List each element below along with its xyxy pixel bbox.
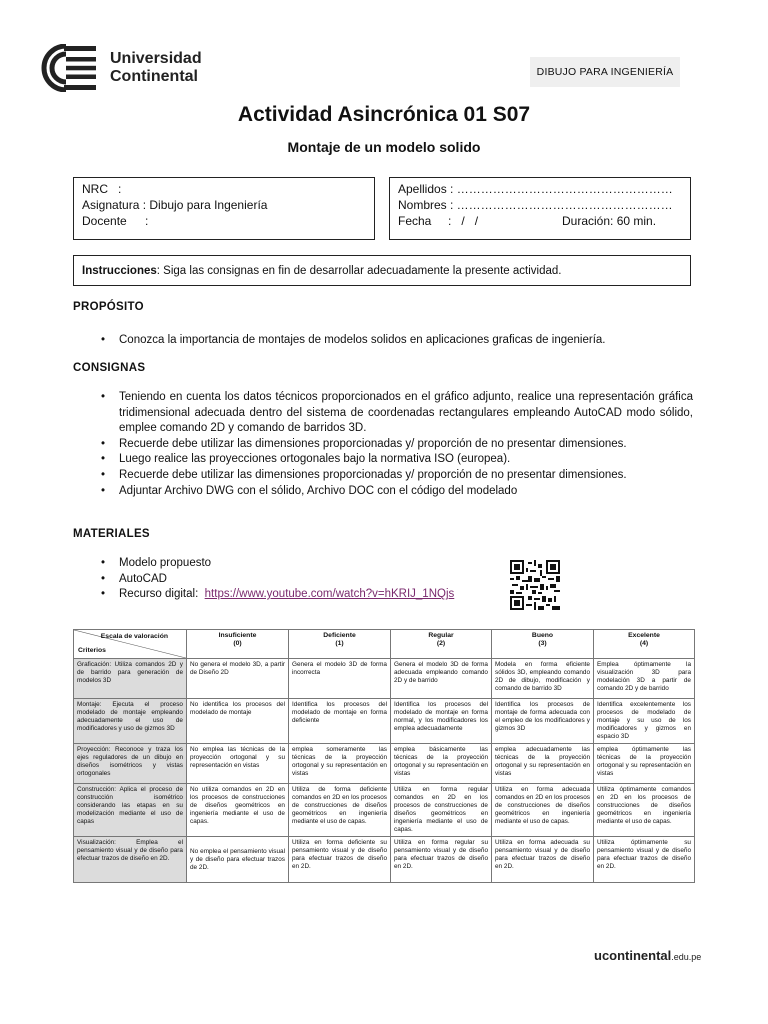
rubric-cell: Utiliza en forma regular comandos en 2D en los procesos de construcciones de diseños geométricos en ingeniería mediante el uso de capas. — [391, 784, 492, 837]
rubric-cell: Genera el modelo 3D de forma incorrecta — [289, 659, 391, 699]
list-item: • Conozca la importancia de montajes de modelos solidos en aplicaciones graficas de ingeniería. — [73, 333, 693, 349]
fecha-label: Fecha : / / — [398, 214, 479, 228]
rubric-cell: No identifica los procesos del modelado de montaje — [187, 699, 289, 744]
rubric-cell: No genera el modelo 3D, a partir de Diseño 2D — [187, 659, 289, 699]
level-header: Excelente (4) — [594, 630, 695, 659]
recurso-label: Recurso digital: — [119, 588, 199, 601]
rubric-cell: Identifica los procesos del modelado de montaje en forma deficiente — [289, 699, 391, 744]
rubric-cell: Utiliza en forma regular su pensamiento visual y de diseño para efectuar trazos de diseño en 2D. — [391, 837, 492, 883]
rubric-header-row — [74, 630, 695, 659]
rubric-cell: Utiliza óptimamente su pensamiento visual y de diseño para efectuar trazos de diseño en 2D. — [594, 837, 695, 883]
proposito-list — [73, 333, 693, 349]
level-header: Insuficiente (0) — [187, 630, 289, 659]
instructions-label: Instrucciones — [82, 264, 157, 277]
docente-separator: : — [145, 214, 149, 228]
course-tag: DIBUJO PARA INGENIERÍA — [530, 57, 680, 87]
list-item: • Recuerde debe utilizar las dimensiones proporcionadas y/ proporción de no presentar dimensiones. — [73, 437, 693, 453]
rubric-cell: No emplea el pensamiento visual y de diseño para efectuar trazos de 2D. — [187, 837, 289, 883]
course-info-box — [73, 177, 375, 240]
list-item: • AutoCAD — [73, 572, 693, 588]
page-title: Actividad Asincrónica 01 S07 — [237, 103, 531, 126]
apellidos-row: Apellidos : ……………………………………………… — [398, 182, 673, 196]
logo-line-2: Continental — [110, 68, 198, 85]
escala-label: Escala de valoración — [100, 633, 168, 640]
rubric-cell: Utiliza en forma deficiente su pensamiento visual y de diseño para efectuar trazos de diseño en 2D. — [289, 837, 391, 883]
rubric-cell: emplea básicamente las técnicas de la proyección ortogonal y su representación en vistas — [391, 744, 492, 784]
consignas-heading: CONSIGNAS — [73, 362, 146, 374]
materiales-list — [73, 556, 693, 603]
rubric-cell: emplea óptimamente las técnicas de la proyección ortogonal y su representación en vistas — [594, 744, 695, 784]
rubric-cell: No utiliza comandos en 2D en los procesos de construcciones de diseños geométricos en ingeniería mediante el uso de capas. — [187, 784, 289, 837]
materiales-heading: MATERIALES — [73, 528, 150, 540]
continental-logo-icon — [36, 44, 98, 92]
table-row — [74, 744, 695, 784]
criterion-cell: Construcción: Aplica el proceso de construcción isométrico considerando las etapas en su modelización mediante el uso de capas — [74, 784, 187, 837]
university-logo — [36, 44, 236, 92]
nrc-separator: : — [118, 182, 122, 196]
list-item — [73, 587, 693, 603]
footer-brand-name: ucontinental — [594, 948, 672, 963]
rubric-cell: Identifica los procesos del modelado de montaje en forma normal, y los modificadores los emplea adecuadamente — [391, 699, 492, 744]
rubric-cell: No emplea las técnicas de la proyección ortogonal y su representación en vistas — [187, 744, 289, 784]
criterios-label: Criterios — [78, 647, 106, 654]
criterion-cell: Graficación: Utiliza comandos 2D y de barrido para generación de modelos 3D — [74, 659, 187, 699]
docente-row — [82, 213, 366, 229]
level-header: Bueno (3) — [492, 630, 594, 659]
table-row — [74, 784, 695, 837]
fecha-row — [398, 213, 682, 229]
rubric-cell: Utiliza de forma deficiente comandos en 2D en los procesos de construcciones de diseños geométricos en ingeniería mediante el uso de capas. — [289, 784, 391, 837]
rubric-corner-cell — [74, 630, 187, 659]
nrc-row — [82, 181, 366, 197]
nrc-label: NRC — [82, 182, 108, 196]
list-item: • Teniendo en cuenta los datos técnicos proporcionados en el gráfico adjunto, realice una representación gráfica tridimensional adecuada dentro del sistema de coordenadas rectangulares empleando AutoCAD modo sólido, emplee comando 2D y comando de barridos 3D. — [73, 390, 693, 437]
rubric-cell: Utiliza en forma adecuada su pensamiento visual y de diseño para efectuar trazos de diseño en 2D. — [492, 837, 594, 883]
proposito-heading: PROPÓSITO — [73, 301, 144, 313]
logo-wordmark — [110, 50, 202, 86]
level-header: Regular (2) — [391, 630, 492, 659]
logo-line-1: Universidad — [110, 50, 202, 67]
list-item: • Modelo propuesto — [73, 556, 693, 572]
page-subtitle: Montaje de un modelo solido — [287, 139, 481, 155]
asignatura-row: Asignatura : Dibujo para Ingeniería — [82, 198, 268, 212]
footer-domain: .edu.pe — [671, 952, 702, 962]
rubric-cell: emplea adecuadamente las técnicas de la proyección ortogonal y su representación en vistas — [492, 744, 594, 784]
table-row — [74, 837, 695, 883]
table-row — [74, 659, 695, 699]
level-header: Deficiente (1) — [289, 630, 391, 659]
footer-brand — [594, 948, 701, 963]
docente-label: Docente — [82, 214, 127, 228]
youtube-link[interactable]: https://www.youtube.com/watch?v=hKRIJ_1NQjs — [204, 588, 455, 601]
instructions-text: : Siga las consignas en fin de desarrollar adecuadamente la presente actividad. — [156, 264, 562, 277]
rubric-cell: emplea someramente las técnicas de la proyección ortogonal y su representación en vistas — [289, 744, 391, 784]
table-row — [74, 699, 695, 744]
criterion-cell: Montaje: Ejecuta el proceso modelado de montaje empleando adecuadamente el uso de modificadores y uso de gizmos 3D — [74, 699, 187, 744]
rubric-cell: Identifica los procesos de montaje de forma adecuada con el empleo de los modificadores y gizmos 3D — [492, 699, 594, 744]
criterion-cell: Proyección: Reconoce y traza los ejes reguladores de un dibujo en diseños isométricos y vistas ortogonales — [74, 744, 187, 784]
duracion-label: Duración: 60 min. — [562, 214, 657, 228]
rubric-cell: Genera el modelo 3D de forma adecuada empleando comando 2D y de barrido — [391, 659, 492, 699]
rubric-cell: Utiliza en forma adecuada comandos en 2D en los procesos de construcciones de diseños geométricos en ingeniería mediante el uso de capas. — [492, 784, 594, 837]
nombres-row: Nombres : ……………………………………………… — [398, 198, 673, 212]
consignas-list — [73, 390, 693, 499]
list-item: • Recuerde debe utilizar las dimensiones proporcionadas y/ proporción de no presentar dimensiones. — [73, 468, 693, 484]
criterion-cell: Visualización: Emplea el pensamiento visual y de diseño para efectuar trazos de diseño en 2D. — [74, 837, 187, 883]
student-info-box — [389, 177, 691, 240]
list-item: • Adjuntar Archivo DWG con el sólido, Archivo DOC con el código del modelado — [73, 484, 693, 500]
qr-code-icon[interactable] — [510, 560, 560, 610]
list-item: • Luego realice las proyecciones ortogonales bajo la normativa ISO (europea). — [73, 452, 693, 468]
rubric-table — [73, 629, 695, 883]
rubric-cell: Utiliza óptimamente comandos en 2D en los procesos de construcciones de diseños geométricos en ingeniería mediante el uso de capas. — [594, 784, 695, 837]
rubric-cell: Emplea óptimamente la visualización 3D para modelación 3D a partir de comando 2D y de barrido — [594, 659, 695, 699]
rubric-cell: Identifica excelentemente los procesos de modelado de montaje y su uso de los modificadores y gizmos en espacio 3D — [594, 699, 695, 744]
instructions-box — [73, 255, 691, 286]
rubric-cell: Modela en forma eficiente sólidos 3D, empleando comando 2D de dibujo, modificación y comando de barrido 3D — [492, 659, 594, 699]
